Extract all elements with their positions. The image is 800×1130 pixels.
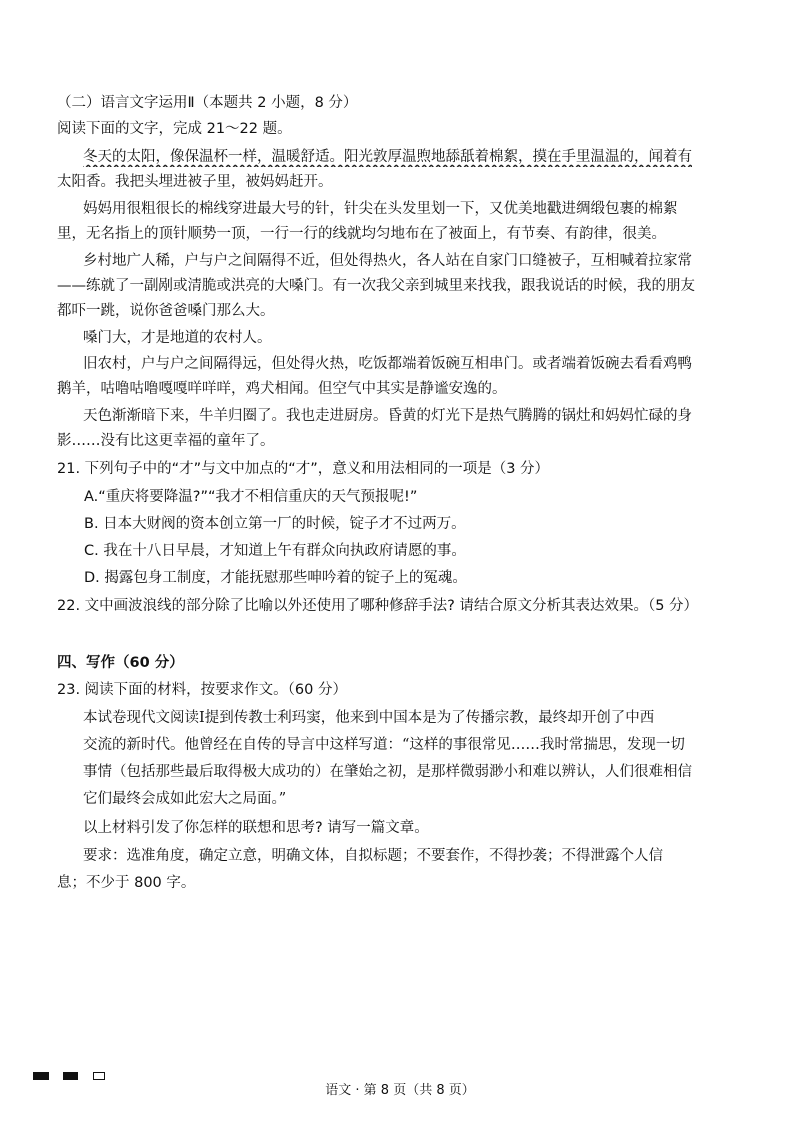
question-22-stem: 22. 文中画波浪线的部分除了比喻以外还使用了哪种修辞手法? 请结合原文分析其表达效果。（5 分） — [57, 598, 699, 614]
section-heading-writing: 四、写作（60 分） — [57, 655, 184, 671]
passage-line: 鹅羊，咕噜咕噜嘎嘎咩咩咩，鸡犬相闻。但空气中其实是静谧安逸的。 — [57, 381, 507, 397]
passage-line: 旧农村，户与户之间隔得远，但处得火热，吃饭都端着饭碗互相串门。或者端着饭碗去看看鸡鸭 — [83, 356, 692, 372]
passage-line: 里，无名指上的顶针顺势一顶，一行一行的线就均匀地布在了被面上，有节奏、有韵律，很美。 — [57, 226, 666, 242]
passage-line: 都吓一跳，说你爸爸嗓门那么大。 — [57, 303, 275, 319]
question-21-stem: 21. 下列句子中的“才”与文中加点的“才”，意义和用法相同的一项是（3 分） — [57, 461, 550, 477]
passage-line: 影……没有比这更幸福的童年了。 — [57, 433, 275, 449]
question-21-option-a: A.“重庆将要降温?”“我才不相信重庆的天气预报呢!” — [84, 489, 418, 505]
passage-line: 太阳香。我把头埋进被子里，被妈妈赶开。 — [57, 174, 333, 190]
passage-line: 妈妈用很粗很长的棉线穿进最大号的针，针尖在头发里划一下，又优美地戳进绸缎包裹的棉絮 — [83, 201, 678, 217]
passage-line: 天色渐渐暗下来，牛羊归圈了。我也走进厨房。昏黄的灯光下是热气腾腾的锅灶和妈妈忙碌的身 — [83, 408, 692, 424]
passage-line: 乡村地广人稀，户与户之间隔得不近，但处得热火，各人站在自家门口缝被子，互相喊着拉家常 — [83, 253, 692, 269]
question-21-option-d: D. 揭露包身工制度，才能抚慰那些呻吟着的锭子上的冤魂。 — [84, 570, 467, 586]
passage-line: ——练就了一副剐或清脆或洪亮的大嗓门。有一次我父亲到城里来找我，跟我说话的时候，我的朋友 — [57, 278, 695, 294]
question-21-option-c: C. 我在十八日早晨，才知道上午有群众向执政府请愿的事。 — [84, 543, 466, 559]
material-line: 本试卷现代文阅读Ⅰ提到传教士利玛窦，他来到中国本是为了传播宗教，最终却开创了中西 — [83, 710, 655, 726]
material-line: 它们最终会成如此宏大之局面。” — [83, 791, 287, 807]
writing-requirements-line: 息；不少于 800 字。 — [57, 875, 196, 891]
reading-instruction: 阅读下面的文字，完成 21～22 题。 — [57, 121, 292, 137]
passage-line — [83, 147, 747, 167]
material-line: 交流的新时代。他曾经在自传的导言中这样写道：“这样的事很常见……我时常揣思，发现一切 — [83, 737, 685, 753]
writing-prompt: 以上材料引发了你怎样的联想和思考? 请写一篇文章。 — [83, 820, 429, 836]
page-footer: 语文 · 第 8 页（共 8 页） — [325, 1083, 475, 1098]
question-21-option-b: B. 日本大财阀的资本创立第一厂的时候，锭子才不过两万。 — [84, 516, 466, 532]
wavy-underlined-text: 冬天的太阳，像保温杯一样，温暖舒适。阳光敦厚温煦地舔舐着棉絮，摸在手里温温的，闻着有 — [83, 149, 692, 165]
section-heading-language-use: （二）语言文字运用Ⅱ（本题共 2 小题，8 分） — [57, 95, 358, 111]
question-23-stem: 23. 阅读下面的材料，按要求作文。（60 分） — [57, 682, 347, 698]
writing-requirements-line: 要求：选准角度，确定立意，明确文体，自拟标题；不要套作，不得抄袭；不得泄露个人信 — [83, 848, 663, 864]
passage-line: 嗓门大，才是地道的农村人。 — [83, 330, 272, 346]
material-line: 事情（包括那些最后取得极大成功的）在肇始之初，是那样微弱渺小和难以辨认，人们很难相信 — [83, 764, 692, 780]
